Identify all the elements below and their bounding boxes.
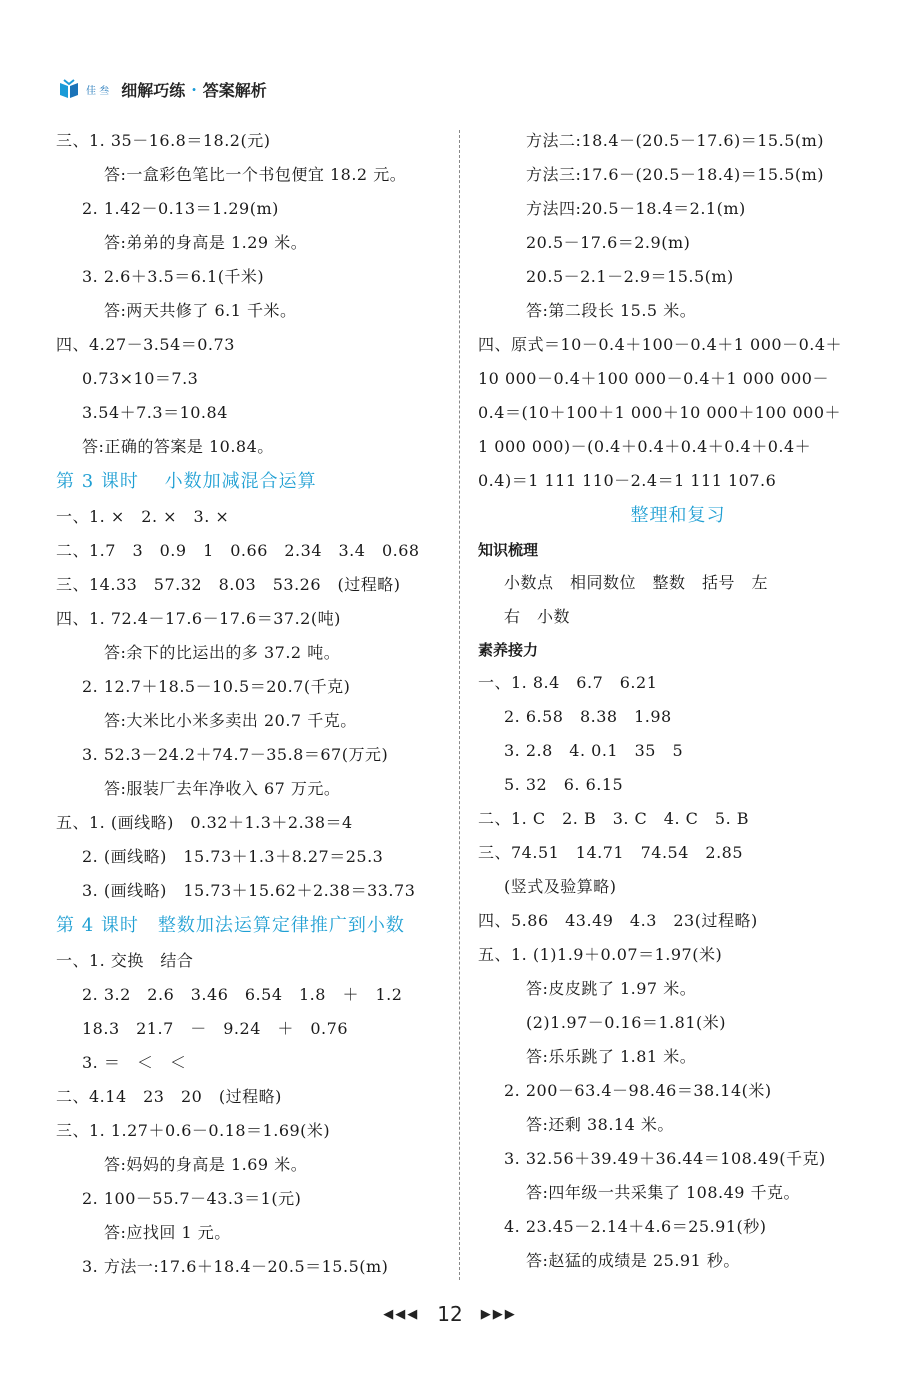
right-answer-line: 一、1. 8.4 6.7 6.21	[478, 673, 658, 692]
left-answer-line: 18.3 21.7 － 9.24 ＋ 0.76	[82, 1019, 349, 1038]
next-arrows-icon: ▶▶▶	[480, 1306, 517, 1322]
title-separator: ·	[191, 79, 197, 99]
left-answer-line: 3. (画线略) 15.73＋15.62＋2.38＝33.73	[82, 881, 416, 900]
left-column	[56, 124, 448, 1284]
right-answer-line: 答:乐乐跳了 1.81 米。	[526, 1047, 697, 1066]
left-answer-line: 三、14.33 57.32 8.03 53.26 (过程略)	[56, 575, 401, 594]
left-answer-line: 五、1. (画线略) 0.32＋1.3＋2.38＝4	[56, 813, 353, 832]
right-answer-line: 三、74.51 14.71 74.54 2.85	[478, 843, 744, 862]
right-answer-line: 1 000 000)－(0.4＋0.4＋0.4＋0.4＋0.4＋	[478, 437, 812, 456]
page-header	[58, 74, 267, 104]
right-answer-line: 答:还剩 38.14 米。	[526, 1115, 674, 1134]
left-answer-line: 一、1. × 2. × 3. ×	[56, 507, 230, 526]
right-answer-line: 答:四年级一共采集了 108.49 千克。	[526, 1183, 801, 1202]
left-answer-line: 2. 1.42－0.13＝1.29(m)	[82, 199, 279, 218]
left-answer-line: 答:正确的答案是 10.84。	[82, 437, 274, 456]
page-number: 12	[437, 1302, 463, 1326]
right-answer-line: 方法四:20.5－18.4＝2.1(m)	[526, 199, 746, 218]
right-answer-line: 0.4＝(10＋100＋1 000＋10 000＋100 000＋	[478, 403, 842, 422]
left-answer-line: 3. 方法一:17.6＋18.4－20.5＝15.5(m)	[82, 1257, 389, 1276]
left-answer-line: 2. 12.7＋18.5－10.5＝20.7(千克)	[82, 677, 351, 696]
left-answer-line: 2. (画线略) 15.73＋1.3＋8.27＝25.3	[82, 847, 384, 866]
left-answer-line: 答:余下的比运出的多 37.2 吨。	[104, 643, 341, 662]
right-answer-line: (2)1.97－0.16＝1.81(米)	[526, 1013, 727, 1032]
left-answer-line: 答:两天共修了 6.1 千米。	[104, 301, 297, 320]
right-answer-line: 20.5－17.6＝2.9(m)	[526, 233, 691, 252]
section-title: 第 4 课时 整数加法运算定律推广到小数	[56, 915, 405, 936]
right-answer-line: 答:第二段长 15.5 米。	[526, 301, 697, 320]
prev-arrows-icon: ◀◀◀	[383, 1306, 420, 1322]
right-answer-line: 右 小数	[504, 607, 571, 626]
left-answer-line: 3. 52.3－24.2＋74.7－35.8＝67(万元)	[82, 745, 389, 764]
left-answer-line: 3. ＝ ＜ ＜	[82, 1053, 187, 1072]
left-answer-line: 四、1. 72.4－17.6－17.6＝37.2(吨)	[56, 609, 341, 628]
page-footer	[0, 1296, 900, 1332]
left-answer-line: 三、1. 35－16.8＝18.2(元)	[56, 131, 271, 150]
left-answer-line: 答:妈妈的身高是 1.69 米。	[104, 1155, 308, 1174]
left-answer-line: 答:应找回 1 元。	[104, 1223, 231, 1242]
right-answer-line: 答:皮皮跳了 1.97 米。	[526, 979, 697, 998]
left-answer-line: 答:大米比小米多卖出 20.7 千克。	[104, 711, 357, 730]
right-answer-line: 20.5－2.1－2.9＝15.5(m)	[526, 267, 734, 286]
right-answer-line: 四、原式＝10－0.4＋100－0.4＋1 000－0.4＋	[478, 335, 843, 354]
right-column	[478, 124, 878, 1278]
left-answer-line: 0.73×10＝7.3	[82, 369, 199, 388]
right-answer-line: 2. 6.58 8.38 1.98	[504, 707, 672, 726]
right-answer-line: 2. 200－63.4－98.46＝38.14(米)	[504, 1081, 772, 1100]
right-answer-line: (竖式及验算略)	[504, 877, 617, 896]
right-answer-line: 小数点 相同数位 整数 括号 左	[504, 573, 769, 592]
right-answer-line: 答:赵猛的成绩是 25.91 秒。	[526, 1251, 740, 1270]
right-answer-line: 5. 32 6. 6.15	[504, 775, 624, 794]
left-answer-line: 二、4.14 23 20 (过程略)	[56, 1087, 282, 1106]
section-title: 第 3 课时 小数加减混合运算	[56, 471, 317, 492]
left-answer-line: 一、1. 交换 结合	[56, 951, 194, 970]
left-answer-line: 3. 2.6＋3.5＝6.1(千米)	[82, 267, 265, 286]
right-answer-line: 四、5.86 43.49 4.3 23(过程略)	[478, 911, 758, 930]
left-answer-line: 二、1.7 3 0.9 1 0.66 2.34 3.4 0.68	[56, 541, 420, 560]
right-answer-line: 五、1. (1)1.9＋0.07＝1.97(米)	[478, 945, 723, 964]
right-answer-line: 方法三:17.6－(20.5－18.4)＝15.5(m)	[526, 165, 825, 184]
left-answer-line: 答:弟弟的身高是 1.29 米。	[104, 233, 308, 252]
right-answer-line: 3. 32.56＋39.49＋36.44＝108.49(千克)	[504, 1149, 826, 1168]
right-answer-line: 方法二:18.4－(20.5－17.6)＝15.5(m)	[526, 131, 825, 150]
brand-mark: 佳 叁	[86, 85, 110, 97]
left-answer-line: 3.54＋7.3＝10.84	[82, 403, 228, 422]
right-answer-line: 4. 23.45－2.14＋4.6＝25.91(秒)	[504, 1217, 767, 1236]
left-answer-line: 2. 100－55.7－43.3＝1(元)	[82, 1189, 302, 1208]
right-answer-line: 0.4)＝1 111 110－2.4＝1 111 107.6	[478, 471, 777, 490]
left-answer-line: 四、4.27－3.54＝0.73	[56, 335, 235, 354]
right-answer-line: 二、1. C 2. B 3. C 4. C 5. B	[478, 809, 750, 828]
right-answer-line: 10 000－0.4＋100 000－0.4＋1 000 000－	[478, 369, 829, 388]
section-subheading: 素养接力	[478, 641, 539, 659]
left-answer-line: 2. 3.2 2.6 3.46 6.54 1.8 ＋ 1.2	[82, 985, 403, 1004]
left-answer-line: 答:一盒彩色笔比一个书包便宜 18.2 元。	[104, 165, 407, 184]
section-title: 整理和复习	[630, 505, 726, 526]
left-answer-line: 答:服装厂去年净收入 67 万元。	[104, 779, 341, 798]
book-title: 细解巧练	[121, 80, 186, 100]
column-divider	[459, 130, 460, 1280]
book-subtitle: 答案解析	[202, 80, 267, 100]
book-logo-icon	[58, 78, 80, 100]
right-answer-line: 3. 2.8 4. 0.1 35 5	[504, 741, 684, 760]
left-answer-line: 三、1. 1.27＋0.6－0.18＝1.69(米)	[56, 1121, 331, 1140]
section-subheading: 知识梳理	[478, 541, 539, 559]
